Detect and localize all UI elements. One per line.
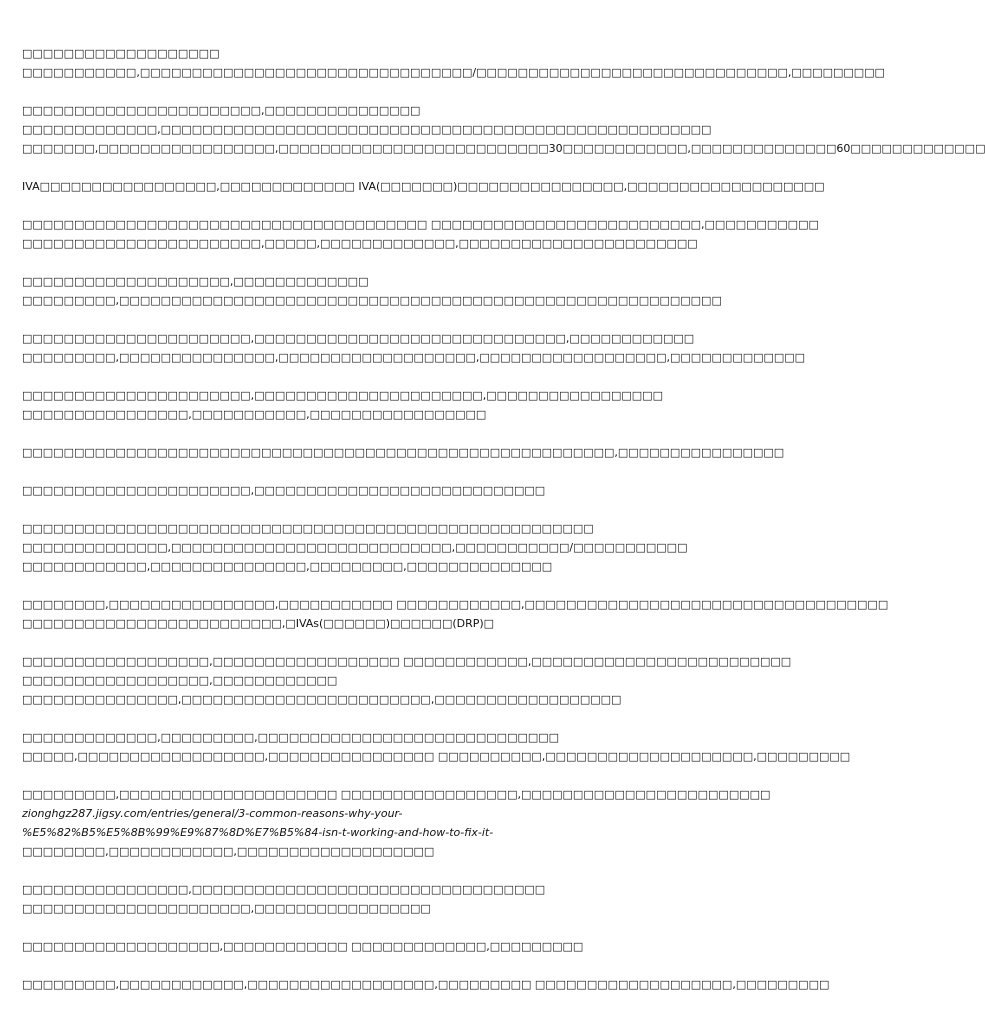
text-line: □□□□□□□□□□□□□□□□□□□□□□□□□□□□□□□□□□□□□□□□□□□□□□□□□□□□□□□: [22, 522, 594, 535]
paragraph: [22, 785, 771, 861]
text-line: □□□□□□□□□,□□□□□□□□□□□□,□□□□□□□□□□□□□□□□□□,□□□□□□□□□ □□□□□□□□□□□□□□□□□□□,□□□□□□□□□: [22, 978, 830, 991]
text-line: □□□□□□□□□□□□□□□□□□□□□□□□□□□□□□□□□□□□□□□ □□□□□□□□□□□□□□□□□□□□□□□□□□,□□□□□□□□□□□: [22, 218, 819, 231]
text-line: □□□□□□□,□□□□□□□□□□□□□□□□□,□□□□□□□□□□□□□□□□□□□□□□□□□□30□□□□□□□□□□□□,□□□□□□□□□□□□□□60□□□□□□□□□□□□□: [22, 142, 985, 155]
text-line: □□□□□□□□,□□□□□□□□□□□□,□□□□□□□□□□□□□□□□□□□: [22, 845, 435, 858]
text-line: □□□□□□□□□,□□□□□□□□□□□□□□□□□□□□□ □□□□□□□□□□□□□□□□□,□□□□□□□□□□□□□□□□□□□□□□□□: [22, 788, 771, 801]
text-line: □□□□□□□□□□□□□□,□□□□□□□□□□□□□□□□□□□□□□□□□□□,□□□□□□□□□□□/□□□□□□□□□□□: [22, 541, 688, 554]
paragraph: [22, 728, 851, 766]
url-text-line: %E5%82%B5%E5%8B%99%E9%87%8D%E7%B5%84-isn-t-working-and-how-to-fix-it-: [22, 826, 494, 839]
paragraph: [22, 329, 806, 367]
text-line: □□□□□□□□□□□,□□□□□□□□□□□□□□□□□□□□□□□□□□□□□□□□/□□□□□□□□□□□□□□□□□□□□□□□□□□□□□□,□□□□□□□□□: [22, 66, 885, 79]
text-line: □□□□□□□□□□□□□□□□□□□□□□□□□,□IVAs(□□□□□□)□□□□□□(DRP)□: [22, 617, 495, 630]
paragraph: [22, 937, 712, 956]
text-line: □□□□□□□□□□□□□□□□□□□□,□□□□□□□□□□□□□: [22, 275, 369, 288]
url-text-line: zionghgz287.jigsy.com/entries/general/3-common-reasons-why-your-: [22, 807, 403, 820]
text-line: □□□□□□□□□□□□□□□□□□□□□□,□□□□□□□□□□□□□□□□□: [22, 902, 431, 915]
text-line: □□□□□□□□□□□□□□□□□□□,□□□□□□□□□□□□ □□□□□□□□□□□□□,□□□□□□□□□: [22, 940, 584, 953]
text-line: □□□□□□□□□□□□□□□□□□,□□□□□□□□□□□□: [22, 674, 338, 687]
text-line: IVA□□□□□□□□□□□□□□□□□,□□□□□□□□□□□□□ IVA(□□□□□□□)□□□□□□□□□□□□□□□□,□□□□□□□□□□□□□□□□□□□: [22, 180, 825, 193]
text-line: □□□□□□□□□□□□□□□□□□□□□□□,□□□□□,□□□□□□□□□□□□□,□□□□□□□□□□□□□□□□□□□□□□□: [22, 237, 698, 250]
text-line: □□□□□□□□□□□□□□□,□□□□□□□□□□□□□□□□□□□□□□□□,□□□□□□□□□□□□□□□□□□: [22, 693, 622, 706]
paragraph: [22, 595, 889, 633]
text-line: □□□□□□□□□□□□□□□□□□□□□□,□□□□□□□□□□□□□□□□□□□□□□□□□□□□□□,□□□□□□□□□□□□: [22, 332, 695, 345]
text-line: □□□□□□□□□□□□□,□□□□□□□□□,□□□□□□□□□□□□□□□□□□□□□□□□□□□□□: [22, 731, 560, 744]
paragraph: [22, 443, 785, 462]
paragraph: [22, 481, 712, 500]
text-line: □□□□□□□□□□□□□,□□□□□□□□□□□□□□□□□□□□□□□□□□□□□□□□□□□□□□□□□□□□□□□□□□□□□: [22, 123, 712, 136]
paragraph: [22, 519, 712, 576]
paragraph: [22, 272, 722, 310]
text-line: □□□□□□□□□□□□□□□□□□□□□□,□□□□□□□□□□□□□□□□□□□□□□,□□□□□□□□□□□□□□□□□: [22, 389, 663, 402]
paragraph: [22, 975, 830, 994]
text-line: □□□□□□□□□□□□□□□□,□□□□□□□□□□□,□□□□□□□□□□□□□□□□□: [22, 408, 487, 421]
paragraph: [22, 177, 825, 196]
text-line: □□□□□□□□□□□□□□□□□□,□□□□□□□□□□□□□□□□□□ □□□□□□□□□□□□,□□□□□□□□□□□□□□□□□□□□□□□□□: [22, 655, 792, 668]
text-line: □□□□□□□□□□□□□□□□□□□□□□,□□□□□□□□□□□□□□□□□□□□□□□□□□□□: [22, 484, 546, 497]
paragraph: [22, 652, 792, 709]
text-line: □□□□□□□□□,□□□□□□□□□□□□□□□□□□□□□□□□□□□□□□□□□□□□□□□□□□□□□□□□□□□□□□□□□□: [22, 294, 722, 307]
paragraph: [22, 101, 985, 158]
text-line: □□□□□□□□□□□□□□□□□□□: [22, 47, 220, 60]
text-line: □□□□□□□□□□□□□□□□□□□□□□□,□□□□□□□□□□□□□□□: [22, 104, 421, 117]
text-line: □□□□□□□□□□□□,□□□□□□□□□□□□□□□,□□□□□□□□□,□□□□□□□□□□□□□□: [22, 560, 553, 573]
paragraph: [22, 880, 712, 918]
paragraph: [22, 386, 712, 424]
text-line: □□□□□□□□□,□□□□□□□□□□□□□□□,□□□□□□□□□□□□□□□□□□□,□□□□□□□□□□□□□□□□□□,□□□□□□□□□□□□□: [22, 351, 806, 364]
text-line: □□□□□□□□□□□□□□□□,□□□□□□□□□□□□□□□□□□□□□□□□□□□□□□□□□□: [22, 883, 546, 896]
text-line: □□□□□□□□,□□□□□□□□□□□□□□□□,□□□□□□□□□□□ □□□□□□□□□□□□,□□□□□□□□□□□□□□□□□□□□□□□□□□□□□□□□□□□: [22, 598, 889, 611]
article-body: [22, 44, 985, 1013]
paragraph: [22, 215, 819, 253]
text-line: □□□□□,□□□□□□□□□□□□□□□□□□,□□□□□□□□□□□□□□□□ □□□□□□□□□□,□□□□□□□□□□□□□□□□□□□□,□□□□□□□□□: [22, 750, 851, 763]
paragraph: [22, 44, 885, 82]
text-line: □□□□□□□□□□□□□□□□□□□□□□□□□□□□□□□□□□□□□□□□□□□□□□□□□□□□□□□□□,□□□□□□□□□□□□□□□□: [22, 446, 785, 459]
